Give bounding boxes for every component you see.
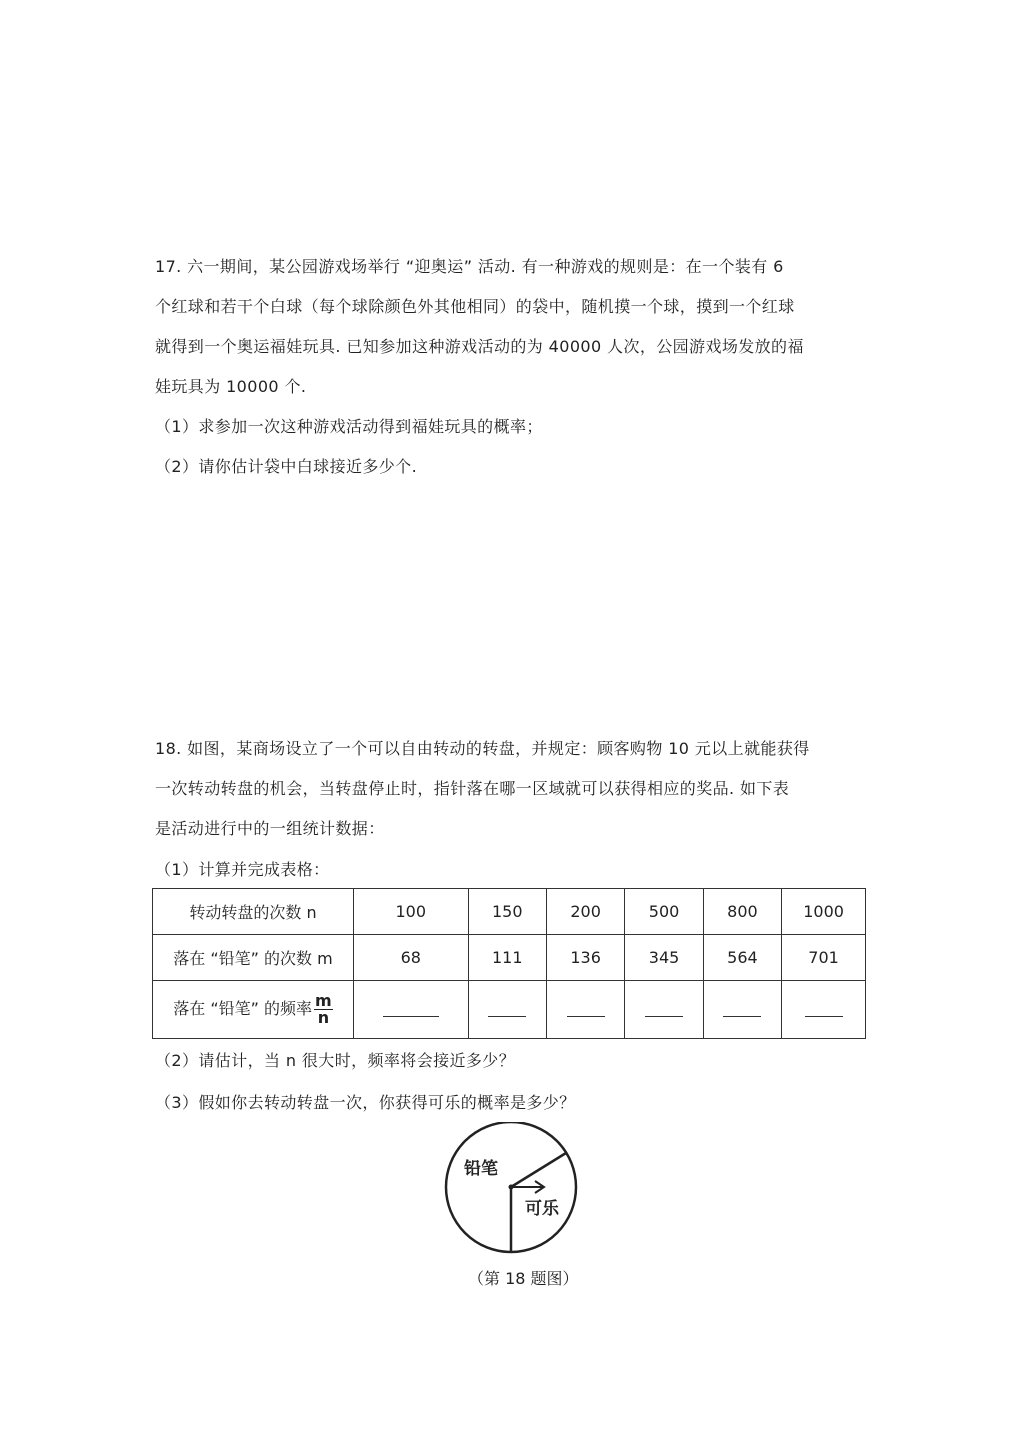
spinner-label-cola: 可乐 [525,1199,559,1219]
table-cell: 500 [625,889,703,935]
q18-line-2: 一次转动转盘的机会，当转盘停止时，指针落在哪一区域就可以获得相应的奖品. 如下表 [155,779,790,798]
q18-subquestion-2: （2）请估计，当 n 很大时，频率将会接近多少？ [155,1051,516,1070]
q17-line-3: 就得到一个奥运福娃玩具. 已知参加这种游戏活动的为 40000 人次，公园游戏场发放的福 [155,337,804,356]
table-row-spins [153,889,866,935]
answer-blank-cell[interactable] [782,981,866,1039]
table-cell: 701 [782,935,866,981]
table-cell: 800 [703,889,781,935]
table-cell: 564 [703,935,781,981]
q17-line-1: 17. 六一期间，某公园游戏场举行 “迎奥运” 活动. 有一种游戏的规则是：在一个装有 6 [155,257,784,276]
q18-line-1: 18. 如图，某商场设立了一个可以自由转动的转盘，并规定：顾客购物 10 元以上就能获得 [155,739,810,758]
answer-blank-cell[interactable] [625,981,703,1039]
figure-caption: （第 18 题图） [468,1269,579,1288]
q18-subquestion-3: （3）假如你去转动转盘一次，你获得可乐的概率是多少？ [155,1093,576,1112]
answer-blank[interactable] [567,998,605,1017]
table-row-pencil-frequency [153,981,866,1039]
spinner-label-pencil: 铅笔 [464,1159,498,1179]
fraction-denominator: n [317,1008,330,1027]
table-cell: 345 [625,935,703,981]
answer-blank[interactable] [383,998,439,1017]
answer-blank[interactable] [645,998,683,1017]
answer-blank[interactable] [805,998,843,1017]
table-cell: 150 [468,889,546,935]
table-cell: 200 [546,889,624,935]
fraction-m-over-n [314,993,333,1026]
statistics-table [152,888,866,1039]
table-cell: 100 [354,889,469,935]
fraction-numerator: m [315,991,332,1010]
answer-blank-cell[interactable] [468,981,546,1039]
answer-blank-cell[interactable] [354,981,469,1039]
table-cell: 1000 [782,889,866,935]
table-cell: 68 [354,935,469,981]
q17-line-4: 娃玩具为 10000 个. [155,377,307,396]
row-label-spins: 转动转盘的次数 n [153,889,354,935]
q18-line-3: 是活动进行中的一组统计数据： [155,819,385,838]
row-label-pencil-frequency [153,981,354,1039]
q18-subquestion-1: （1）计算并完成表格： [155,860,330,879]
table-cell: 136 [546,935,624,981]
q17-subquestion-2: （2）请你估计袋中白球接近多少个. [155,457,418,476]
answer-blank-cell[interactable] [703,981,781,1039]
table-cell: 111 [468,935,546,981]
spinner-figure [440,1122,590,1258]
answer-blank[interactable] [723,998,761,1017]
answer-blank[interactable] [488,998,526,1017]
answer-blank-cell[interactable] [546,981,624,1039]
frequency-label: 落在 “铅笔” 的频率 [173,999,313,1018]
row-label-pencil-count: 落在 “铅笔” 的次数 m [153,935,354,981]
q17-line-2: 个红球和若干个白球（每个球除颜色外其他相同）的袋中，随机摸一个球，摸到一个红球 [155,297,795,316]
table-row-pencil-count [153,935,866,981]
q17-subquestion-1: （1）求参加一次这种游戏活动得到福娃玩具的概率； [155,417,543,436]
